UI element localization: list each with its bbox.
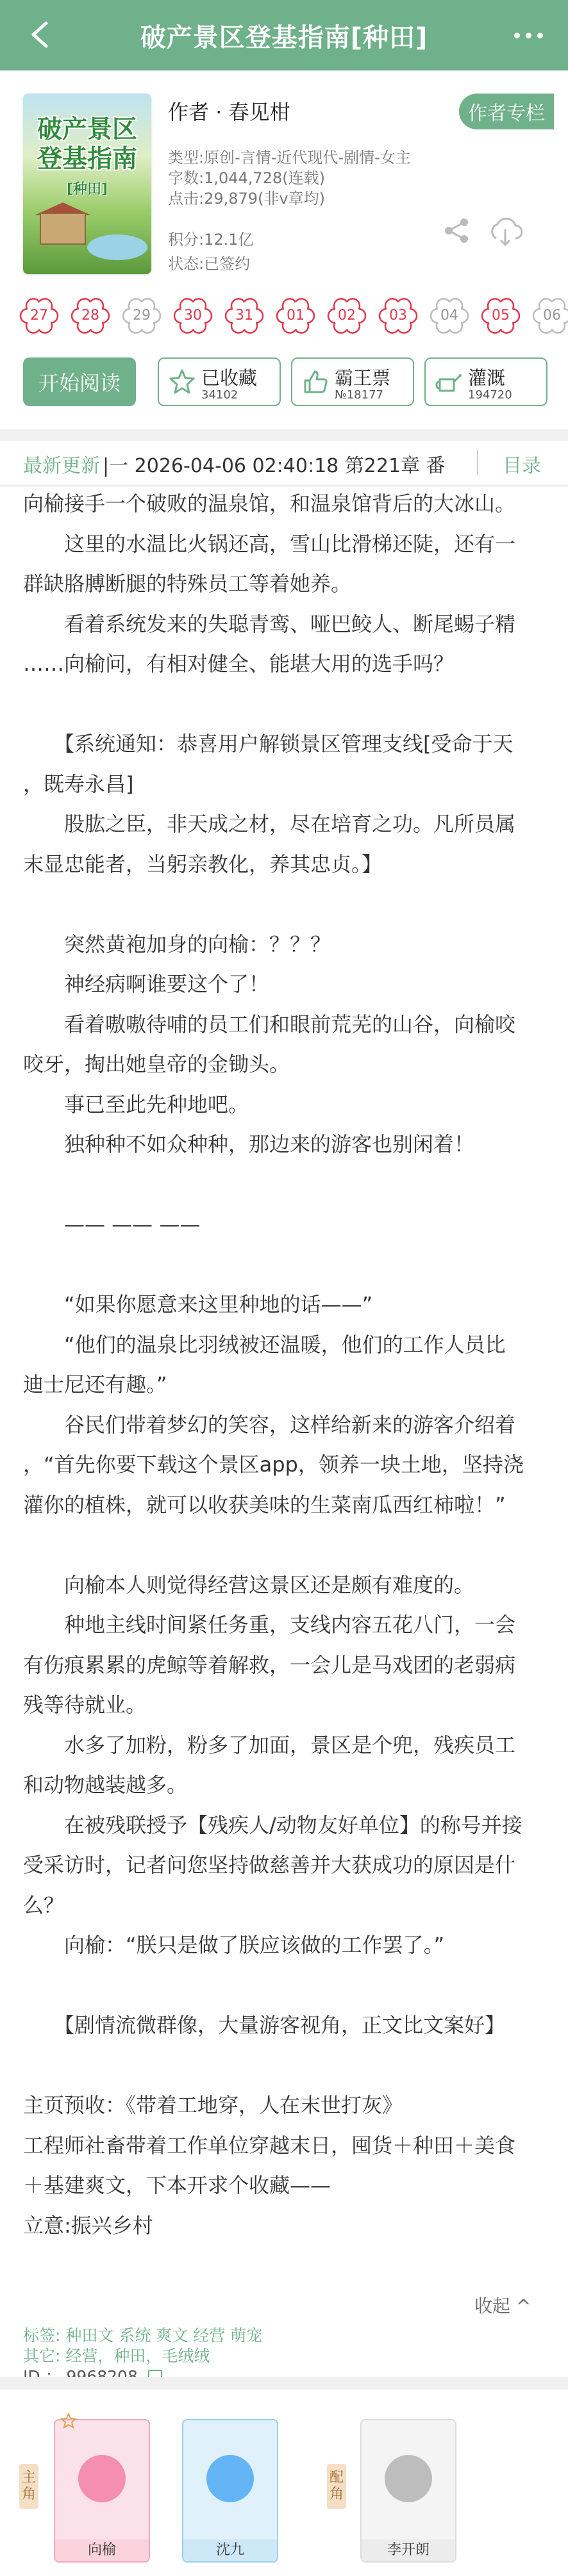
- book-clicks: 点击:29,879(非v章均): [168, 190, 325, 208]
- latest-chapter-info[interactable]: |一 2026-04-06 02:40:18 第221章 番: [103, 455, 446, 477]
- calendar-day: [122, 296, 162, 336]
- synopsis-line: 咬牙，掏出她皇帝的金锄头。: [23, 1052, 290, 1076]
- calendar-day-number: 30: [184, 308, 202, 324]
- back-icon[interactable]: [23, 17, 59, 53]
- calendar-day: [430, 296, 469, 336]
- synopsis-line: —— —— ——: [23, 1212, 201, 1236]
- calendar-day-number: 03: [389, 308, 407, 324]
- synopsis-line: 工程师社畜带着工作单位穿越末日，囤货＋种田＋美食: [23, 2133, 516, 2158]
- character-name: 沈九: [183, 2539, 277, 2561]
- synopsis-line: 独种种不如众种种，那边来的游客也别闲着！: [23, 1132, 475, 1156]
- synopsis-line: 灌你的植株，就可以收获美味的生菜南瓜西红柿啦！”: [23, 1492, 506, 1517]
- more-icon[interactable]: [508, 19, 549, 51]
- update-calendar: [19, 296, 568, 338]
- calendar-day-number: 02: [338, 308, 356, 324]
- calendar-day-number: 29: [133, 308, 151, 324]
- synopsis-line: 看着系统发来的失聪青鸾、哑巴鲛人、断尾蜴子精: [23, 611, 516, 636]
- avatar: [206, 2455, 254, 2502]
- cover-house-art: [40, 213, 86, 245]
- latest-chapter-bar[interactable]: [0, 441, 568, 484]
- bawang-label: 霸王票: [335, 367, 391, 389]
- synopsis-line: 水多了加粉，粉多了加面，景区是个兜，残疾员工: [23, 1732, 516, 1757]
- character-name: 向榆: [55, 2539, 149, 2561]
- calendar-day-number: 01: [287, 308, 305, 324]
- calendar-day-number: 31: [235, 308, 253, 324]
- character-card[interactable]: [182, 2419, 278, 2563]
- calendar-day-number: 06: [543, 308, 561, 324]
- collapse-button[interactable]: 收起 ^: [474, 2295, 531, 2317]
- star-badge-icon: [60, 2413, 77, 2429]
- synopsis-line: ，既寿永昌]: [23, 771, 134, 796]
- main-role-tag: 主角: [19, 2464, 38, 2509]
- author-name[interactable]: 作者 · 春见柑: [168, 100, 290, 124]
- synopsis-line: 受采访时，记者问您坚持做慈善并大获成功的原因是什: [23, 1853, 516, 1877]
- character-name: 李开朗: [362, 2539, 455, 2561]
- divider: [477, 450, 478, 475]
- synopsis-line: 和动物越装越多。: [23, 1773, 188, 1797]
- star-icon: [168, 368, 196, 396]
- character-card[interactable]: [360, 2419, 456, 2563]
- share-icon[interactable]: [442, 217, 471, 245]
- action-row: [23, 357, 568, 406]
- avatar: [385, 2455, 432, 2502]
- synopsis-line: 谷民们带着梦幻的笑容，这样给新来的游客介绍着: [23, 1412, 516, 1437]
- synopsis-line: 向榆接手一个破败的温泉馆，和温泉馆背后的大冰山。: [23, 491, 516, 516]
- latest-update-label: 最新更新: [23, 455, 100, 477]
- calendar-day-number: 28: [81, 308, 99, 324]
- calendar-day: [327, 296, 367, 336]
- book-cover[interactable]: [23, 94, 151, 274]
- synopsis-line: 看着嗷嗷待哺的员工们和眼前荒芜的山谷，向榆咬: [23, 1012, 516, 1037]
- calendar-day-number: 27: [30, 308, 48, 324]
- collect-count: 34102: [201, 388, 238, 402]
- calendar-day: [481, 296, 521, 336]
- synopsis-line: 突然黄袍加身的向榆：？？？: [23, 931, 331, 956]
- avatar: [78, 2455, 126, 2502]
- synopsis-section: [0, 487, 568, 2377]
- other-tags-line: 其它: 经营，种田，毛绒绒: [23, 2347, 210, 2365]
- collect-button[interactable]: [158, 357, 281, 406]
- synopsis-line: 么？: [23, 1892, 65, 1917]
- irrigate-button[interactable]: [424, 357, 547, 406]
- download-icon[interactable]: [487, 215, 523, 249]
- book-words: 字数:1,044,728(连载): [168, 169, 325, 187]
- calendar-day-number: 05: [492, 308, 510, 324]
- synopsis-line: 向榆：“朕只是做了朕应该做的工作罢了。”: [23, 1933, 445, 1957]
- synopsis-line: “他们的温泉比羽绒被还温暖，他们的工作人员比: [23, 1332, 506, 1357]
- thumbs-up-icon: [301, 368, 330, 396]
- synopsis-line: 股肱之臣，非天成之材，尽在培育之功。凡所员属: [23, 812, 516, 836]
- calendar-day: [224, 296, 264, 336]
- synopsis-line: 向榆本人则觉得经营这景区还是颇有难度的。: [23, 1572, 475, 1597]
- synopsis-line: ……向榆问，有相对健全、能堪大用的选手吗？: [23, 652, 455, 676]
- synopsis-line: ，“首先你要下载这个景区app，领养一块土地，坚持浇: [23, 1452, 524, 1477]
- synopsis-line: 【系统通知：恭喜用户解锁景区管理支线[受命于天: [23, 732, 514, 756]
- synopsis-line: 主页预收：《带着工地穿，人在末世打灰》: [23, 2093, 403, 2117]
- synopsis-line: 这里的水温比火锅还高，雪山比滑梯还陡，还有一: [23, 531, 516, 556]
- table-of-contents-link[interactable]: 目录: [503, 455, 541, 477]
- synopsis-line: 残等待就业。: [23, 1693, 147, 1717]
- synopsis-line: 神经病啊谁要这个了！: [23, 972, 270, 996]
- irrigate-label: 灌溉: [468, 367, 506, 389]
- synopsis-line: 种地主线时间紧任务重，支线内容五花八门，一会: [23, 1612, 516, 1637]
- cover-title: 破产景区 登基指南: [37, 115, 137, 174]
- calendar-day: [71, 296, 110, 336]
- start-reading-button[interactable]: 开始阅读: [23, 357, 136, 406]
- synopsis-line: 事已至此先种地吧。: [23, 1092, 249, 1117]
- synopsis-line: 有伤痕累累的虎鲸等着解救，一会儿是马戏团的老弱病: [23, 1652, 516, 1677]
- top-bar: [0, 0, 568, 70]
- calendar-day: [19, 296, 59, 336]
- irrigate-count: 194720: [468, 388, 512, 402]
- bawang-count: №18177: [335, 388, 383, 402]
- bawang-ticket-button[interactable]: [291, 357, 414, 406]
- synopsis-line: 在被残联授予【残疾人/动物友好单位】的称号并接: [23, 1812, 522, 1837]
- side-role-tag: 配角: [327, 2464, 346, 2509]
- synopsis-line: 立意:振兴乡村: [23, 2213, 153, 2238]
- collect-label: 已收藏: [201, 367, 258, 389]
- calendar-day-number: 04: [440, 308, 458, 324]
- book-score: 积分:12.1亿: [168, 231, 254, 249]
- calendar-day: [378, 296, 418, 336]
- calendar-day: [276, 296, 315, 336]
- book-type: 类型:原创-言情-近代现代-剧情-女主: [168, 149, 411, 167]
- author-column-button[interactable]: 作者专栏: [459, 94, 554, 129]
- cover-pond-art: [87, 234, 147, 260]
- synopsis-line: 【剧情流微群像，大量游客视角，正文比文案好】: [23, 2013, 506, 2037]
- tags-line: 标签: 种田文 系统 爽文 经营 萌宠: [23, 2326, 263, 2345]
- character-card[interactable]: [54, 2419, 150, 2563]
- synopsis-line: ＋基建爽文，下本开求个收藏——: [23, 2173, 331, 2197]
- cover-subtitle: [种田]: [66, 181, 108, 197]
- character-section: [0, 2377, 568, 2576]
- calendar-day: [532, 296, 568, 336]
- watering-can-icon: [435, 368, 463, 396]
- synopsis-line: 迪士尼还有趣。”: [23, 1372, 167, 1397]
- calendar-day: [173, 296, 213, 336]
- page-title: 破产景区登基指南[种田]: [140, 22, 428, 53]
- synopsis-line: 群缺胳膊断腿的特殊员工等着她养。: [23, 571, 352, 596]
- book-status: 状态:已签约: [168, 255, 251, 273]
- character-panel: [0, 2390, 568, 2576]
- synopsis-line: “如果你愿意来这里种地的话——”: [23, 1292, 373, 1317]
- book-info-card: [0, 70, 568, 429]
- synopsis-line: 末显忠能者，当躬亲教化，养其忠贞。】: [23, 851, 383, 876]
